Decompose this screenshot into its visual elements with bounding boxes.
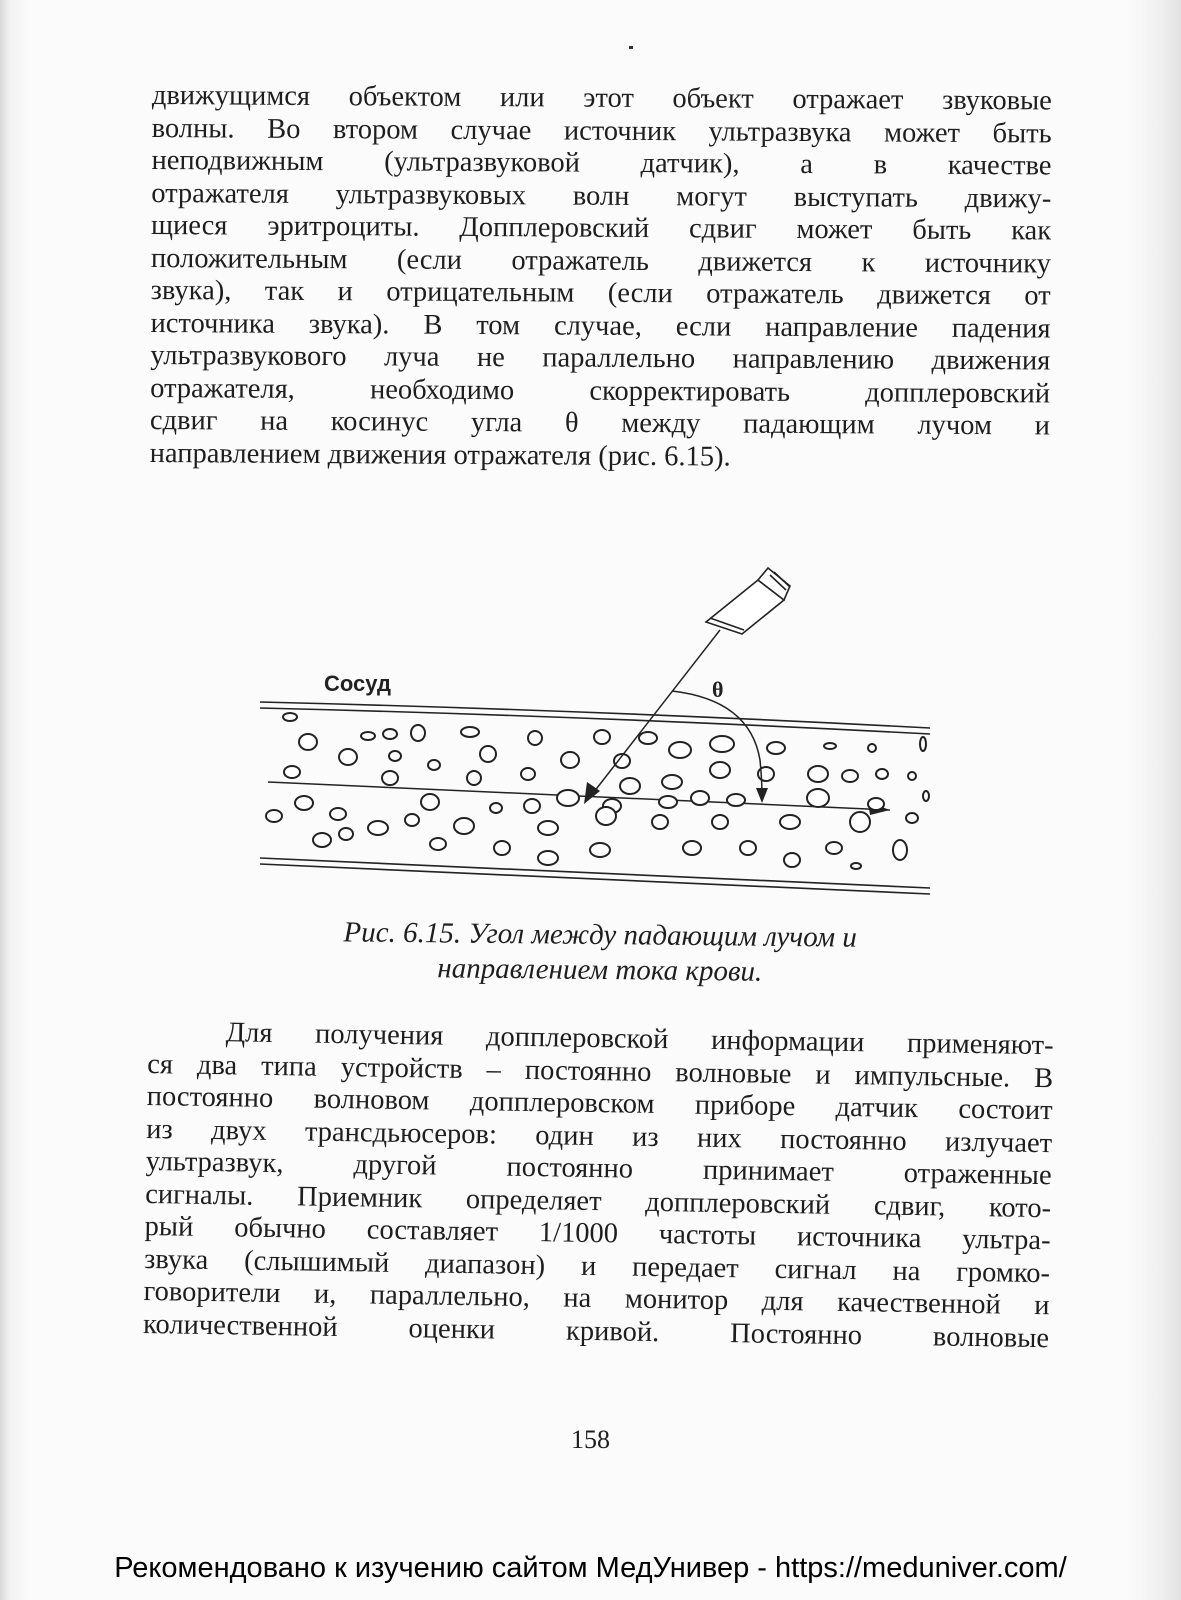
text-line: постоянно волновом допплеровском приборе датчик состоит: [146, 1080, 1053, 1127]
text-line: отражателя, необходимо скорректировать допплеровский: [150, 372, 1051, 409]
text-line: волны. Во втором случае источник ультразвука может быть: [151, 112, 1052, 149]
figure-vessel-diagram: [250, 560, 950, 920]
text-line: звука (слышимый диапазон) и передает сигнал на громко-: [143, 1243, 1051, 1289]
angle-arc-arrowhead: [756, 788, 768, 803]
text-line: неподвижным (ультразвуковой датчик), а в качестве: [151, 144, 1052, 182]
figure-caption: [250, 914, 951, 991]
beam-arrowhead: [584, 782, 600, 804]
text-line: из двух трансдьюсеров: один из них постоянно излучает: [145, 1113, 1053, 1159]
footer-recommendation: Рекомендовано к изучению сайтом МедУнивер - https://meduniver.com/: [114, 1552, 1067, 1584]
text-line: количественной оценки кривой. Постоянно волновые: [142, 1308, 1050, 1354]
angle-label: θ: [712, 677, 724, 702]
text-line: говорители и, параллельно, на монитор для качественной и: [143, 1275, 1050, 1322]
text-line: Для получения допплеровской информации применяют-: [225, 1017, 1054, 1062]
text-line: рый обычно составляет 1/1000 частоты источника ультра-: [144, 1210, 1051, 1257]
text-line: ультразвук, другой постоянно принимает отраженные: [145, 1145, 1052, 1192]
paragraph-top: [150, 80, 1052, 475]
paragraph-bottom: [143, 1016, 1054, 1355]
caption-line: направлением тока крови.: [437, 952, 763, 988]
text-line: звука), так и отрицательным (если отражатель движется от: [150, 274, 1051, 312]
transducer-probe: [706, 568, 790, 634]
text-line: ся два типа устройств – постоянно волновые и импульсные. В: [147, 1048, 1054, 1094]
text-line: щиеся эритроциты. Допплеровский сдвиг может быть как: [151, 209, 1052, 247]
text-line: отражателя ультразвуковых волн могут выступать движу-: [151, 177, 1052, 214]
vessel-wall-top-outer: [260, 702, 930, 728]
text-line: сигналы. Приемник определяет допплеровский сдвиг, кото-: [144, 1178, 1052, 1224]
page-number: 158: [571, 1425, 610, 1454]
caption-line: Рис. 6.15. Угол между падающим лучом и: [343, 916, 857, 954]
text-line: источника звука). В том случае, если направление падения: [150, 307, 1051, 344]
scan-speck: [629, 46, 633, 49]
text-line: направлением движения отражателя (рис. 6.15).: [149, 437, 731, 473]
text-line: сдвиг на косинус угла θ между падающим лучом и: [149, 404, 1050, 442]
text-line: положительным (если отражатель движется к источнику: [150, 242, 1051, 279]
vessel-wall-bottom-inner: [260, 858, 930, 888]
vessel-label: Сосуд: [324, 671, 391, 696]
text-line: движущимся объектом или этот объект отражает звуковые: [151, 80, 1052, 117]
text-line: ультразвукового луча не параллельно направлению движения: [150, 339, 1051, 377]
vessel-diagram-svg: [250, 560, 950, 920]
vessel-wall-bottom-outer: [260, 864, 930, 894]
